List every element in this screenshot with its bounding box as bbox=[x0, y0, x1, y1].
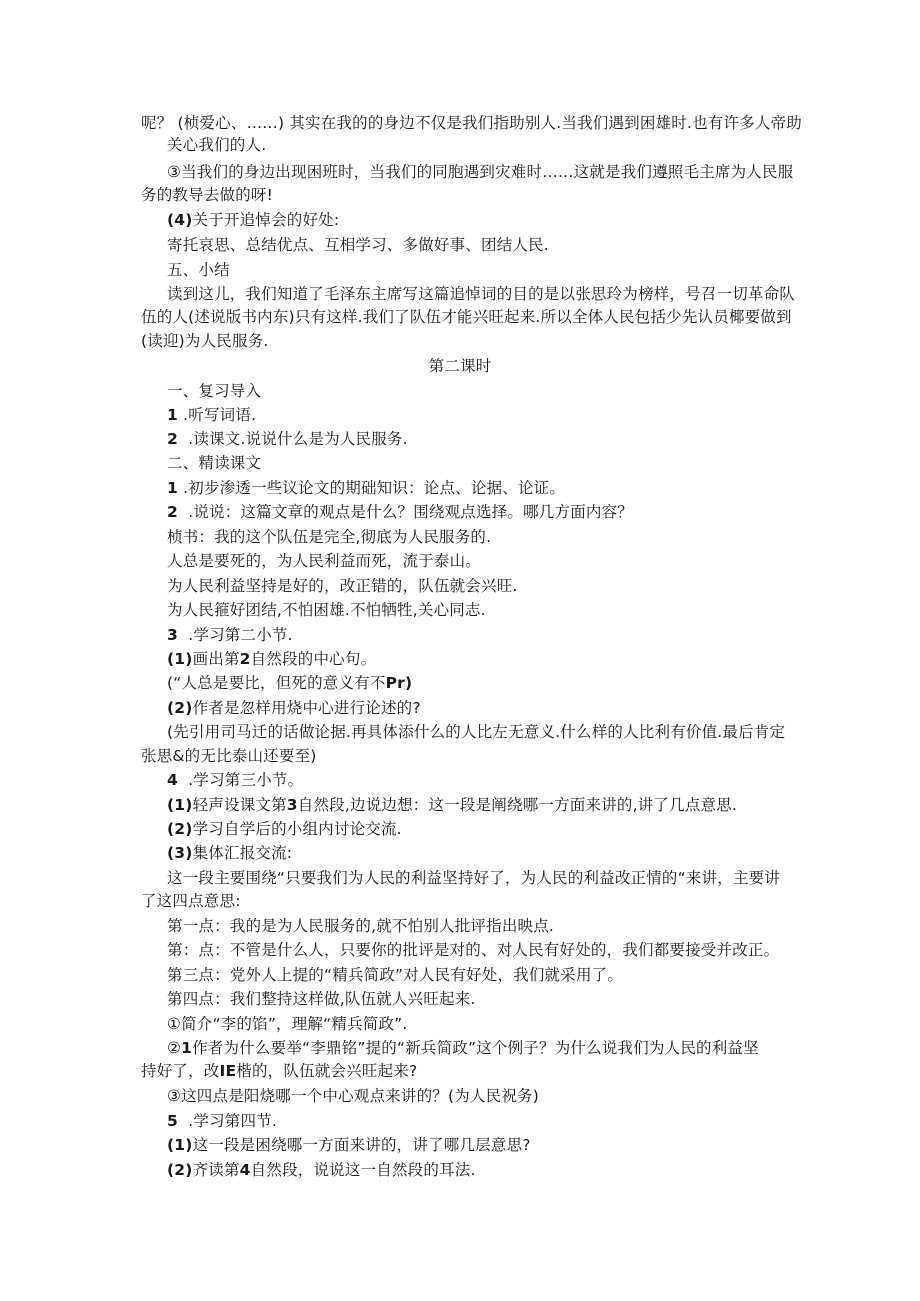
list-item: (2)学习自学后的小组内讨论交流. bbox=[167, 820, 402, 838]
list-item: (4)关于开追悼会的好处: bbox=[167, 211, 340, 229]
list-item: 1 .听写词语. bbox=[167, 406, 257, 424]
paragraph-line: 务的教导去做的呀! bbox=[141, 186, 274, 204]
section-heading: 二、精读课文 bbox=[167, 454, 262, 472]
paragraph-line: 人总是要死的，为人民利益而死，流于泰山。 bbox=[167, 552, 482, 570]
list-item: (1)画出第2自然段的中心句。 bbox=[167, 650, 377, 668]
section-heading: 一、复习导入 bbox=[167, 382, 262, 400]
paragraph-line: 了这四点意思: bbox=[141, 892, 241, 910]
paragraph-line: (先引用司马迁的话做论据.再具体添什么的人比左无意义.什么样的人比利有价值.最后肯定 bbox=[167, 723, 786, 741]
list-item: (1)轻声设课文第3自然段,边说边想：这一段是阐绕哪一方面来讲的,讲了几点意思. bbox=[167, 796, 738, 814]
paragraph-line: 伍的人(述说版书内东)只有这样.我们了队伍才能兴旺起来.所以全体人民包括少先认员椰要做到 bbox=[141, 308, 792, 326]
list-item: 5 .学习第四节. bbox=[167, 1112, 278, 1130]
paragraph-line: ③这四点是阳烧哪一个中心观点来讲的？(为人民祝务) bbox=[167, 1087, 539, 1105]
paragraph-line: 寄托哀思、总结优点、互相学习、多做好事、团结人民. bbox=[167, 236, 549, 254]
paragraph-line: 第四点：我们整持这样做,队伍就人兴旺起来. bbox=[167, 990, 476, 1008]
list-item: 3 .学习第二小节. bbox=[167, 626, 293, 644]
paragraph-line: 持好了，改IE楷的，队伍就会兴旺起来? bbox=[141, 1062, 418, 1080]
section-heading: 五、小结 bbox=[167, 261, 230, 279]
paragraph-line: 桢书：我的这个队伍是完全,彻底为人民服务的. bbox=[167, 528, 492, 546]
paragraph-line: 第：点：不管是什么人，只要你的批评是对的、对人民有好处的，我们都要接受并改正。 bbox=[167, 941, 780, 959]
paragraph-line: 读到这儿，我们知道了毛泽东主席写这篇追悼词的目的是以张思玲为榜样，号召一切革命队 bbox=[167, 285, 796, 303]
paragraph-line: ②1作者为什么要举“李鼎铭”提的“新兵简政”这个例子？为什么说我们为人民的利益坚 bbox=[167, 1039, 759, 1057]
paragraph-line: 为人民箍好团结,不怕困雄.不怕牺牲,关心同志. bbox=[167, 601, 486, 619]
paragraph-line: ①简介“李的馅”，理解“精兵简政”. bbox=[167, 1015, 408, 1033]
list-item: (2)齐读第4自然段，说说这一自然段的耳法. bbox=[167, 1161, 476, 1179]
paragraph-line: 关心我们的人. bbox=[167, 136, 267, 154]
lesson-title: 第二课时 bbox=[428, 357, 492, 375]
list-item: (2)作者是忽样用烧中心进行论述的? bbox=[167, 699, 421, 717]
paragraph-line: (“人总是要比，但死的意义有不Pr) bbox=[167, 674, 413, 692]
paragraph-line: (读迎)为人民服务. bbox=[141, 332, 269, 350]
list-item: 2 .读课文.说说什么是为人民服务. bbox=[167, 430, 408, 448]
paragraph-line: 张思&的无比泰山还要至) bbox=[141, 747, 317, 765]
list-item: 1 .初步渗透一些议论文的期础知识：论点、论据、论证。 bbox=[167, 479, 566, 497]
paragraph-line: ③当我们的身边出现困班时，当我们的同胞遇到灾难时……这就是我们遵照毛主席为人民服 bbox=[167, 163, 794, 181]
list-item: 2 .说说：这篇文章的观点是什么？围绕观点选择。哪几方面内容？ bbox=[167, 503, 633, 521]
list-item: 4 .学习第三小节。 bbox=[167, 771, 304, 789]
paragraph-line: 为人民利益坚持是好的，改正错的，队伍就会兴旺. bbox=[167, 577, 518, 595]
paragraph-line: 第三点：党外人上提的“精兵简政”对人民有好处，我们就采用了。 bbox=[167, 966, 624, 984]
paragraph-line: 呢？ (桢爱心、……) 其实在我的的身边不仅是我们指助别人.当我们遇到困雄时.也有许多人帝助 bbox=[141, 114, 803, 132]
paragraph-line: 这一段主要围绕“只要我们为人民的利益坚持好了，为人民的利益改正情的“来讲，主要讲 bbox=[167, 869, 781, 887]
list-item: (3)集体汇报交流: bbox=[167, 844, 293, 862]
list-item: (1)这一段是困绕哪一方面来讲的，讲了哪几层意思? bbox=[167, 1136, 531, 1154]
paragraph-line: 第一点：我的是为人民服务的,就不怕别人批评指出映点. bbox=[167, 917, 555, 935]
